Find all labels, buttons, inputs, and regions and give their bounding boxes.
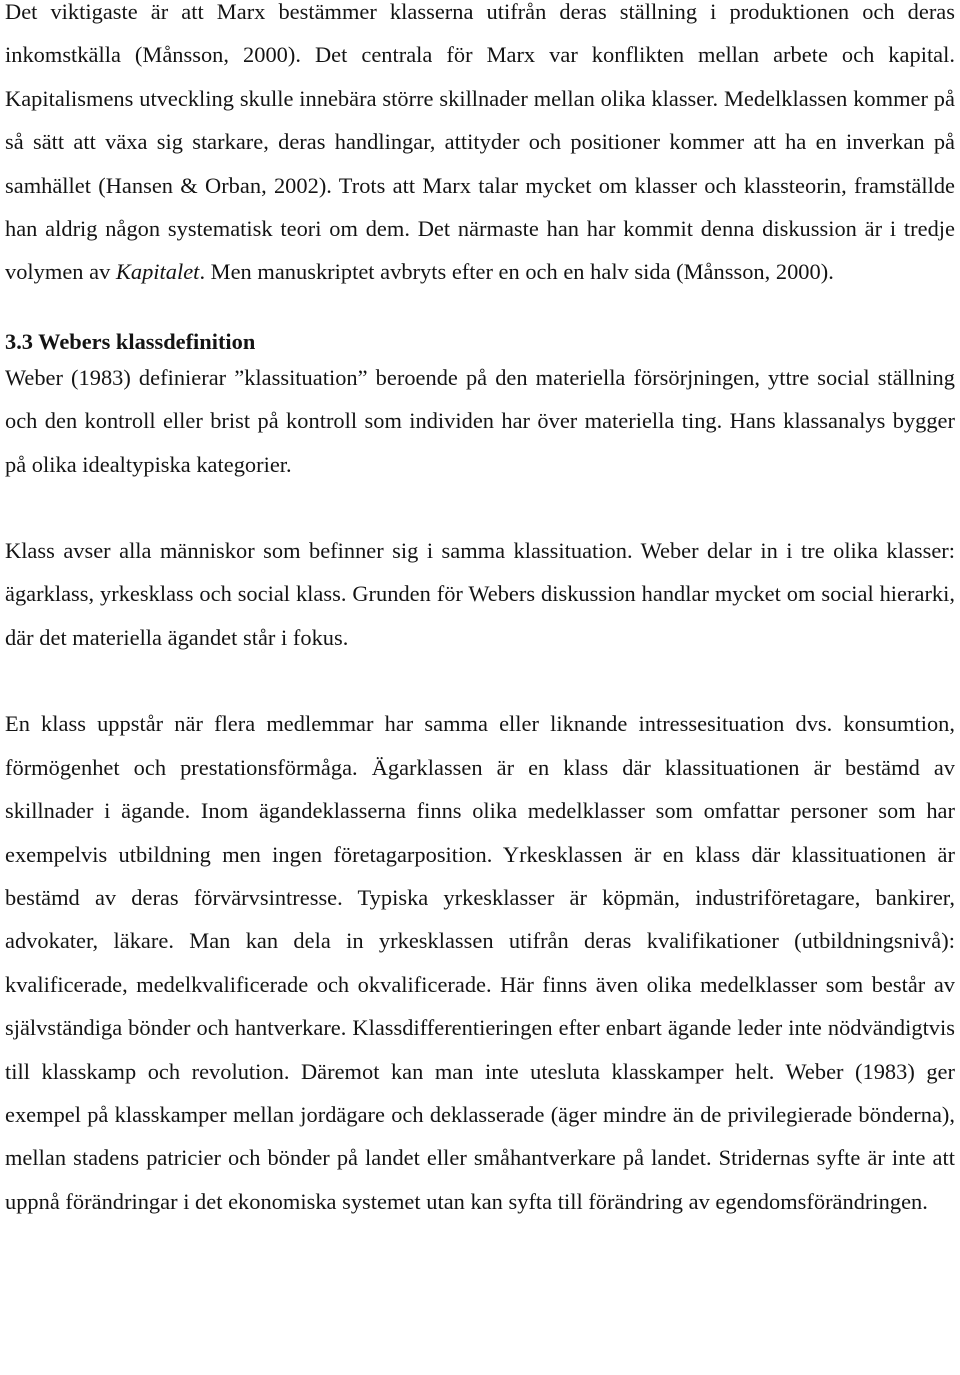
section-webers-klassdefinition	[5, 328, 955, 486]
document-page	[5, 0, 955, 1223]
paragraph-1-text-b: . Men manuskriptet avbryts efter en och en halv sida (Månsson, 2000).	[199, 259, 834, 285]
paragraph-1-text-a: Det viktigaste är att Marx bestämmer klasserna utifrån deras ställning i produktionen och deras inkomstkälla (Månsson, 2000). Det centrala för Marx var konflikten mellan arbete och kapital. Kapitalismens utveckling skulle innebära större skillnader mellan olika klasser. Medelklassen kommer på så sätt att växa sig starkare, deras handlingar, attityder och positioner kommer att ha en inverkan på samhället (Hansen & Orban, 2002). Trots att Marx talar mycket om klasser och klassteorin, framställde han aldrig någon systematisk teori om dem. Det närmaste han har kommit denna diskussion är i tredje volymen av	[5, 0, 955, 285]
paragraph-class-categories: Klass avser alla människor som befinner sig i samma klassituation. Weber delar in i tre olika klasser: ägarklass, yrkesklass och social klass. Grunden för Webers diskussion handlar mycket om social hierarki, där det materiella ägandet står i fokus.	[5, 538, 955, 650]
book-title-kapitalet: Kapitalet	[115, 259, 200, 285]
section-heading: 3.3 Webers klassdefinition	[5, 328, 256, 354]
paragraph-class-formation: En klass uppstår när flera medlemmar har samma eller liknande intressesituation dvs. konsumtion, förmögenhet och prestationsförmåga. Ägarklassen är en klass där klassituationen är bestämd av skillnader i ägande. Inom ägandeklasserna finns olika medelklasser som omfattar personer som har exempelvis utbildning men ingen företagarposition. Yrkesklassen är en klass där klassituationen är bestämd av deras förvärvsintresse. Typiska yrkesklasser är köpmän, industriföretagare, bankirer, advokater, läkare. Man kan dela in yrkesklassen utifrån deras kvalifikationer (utbildningsnivå): kvalificerade, medelkvalificerade och okvalificerade. Här finns även olika medelklasser som består av självständiga bönder och hantverkare. Klassdifferentieringen efter enbart ägande leder inte nödvändigtvis till klasskamp och revolution. Däremot kan man inte utesluta klasskamper helt. Weber (1983) ger exempel på klasskamper mellan jordägare och deklasserade (äger mindre än de privilegierade bönderna), mellan stadens patricier och bönder på landet eller småhantverkare på landet. Stridernas syfte är inte att uppnå förändringar i det ekonomiska systemet utan kan syfta till förändring av egendomsförändringen.	[5, 711, 955, 1214]
paragraph-marx-classes	[5, 0, 955, 294]
paragraph-weber-definition: Weber (1983) definierar ”klassituation” beroende på den materiella försörjningen, yttre social ställning och den kontroll eller brist på kontroll som individen har över materiella ting. Hans klassanalys bygger på olika idealtypiska kategorier.	[5, 364, 955, 477]
